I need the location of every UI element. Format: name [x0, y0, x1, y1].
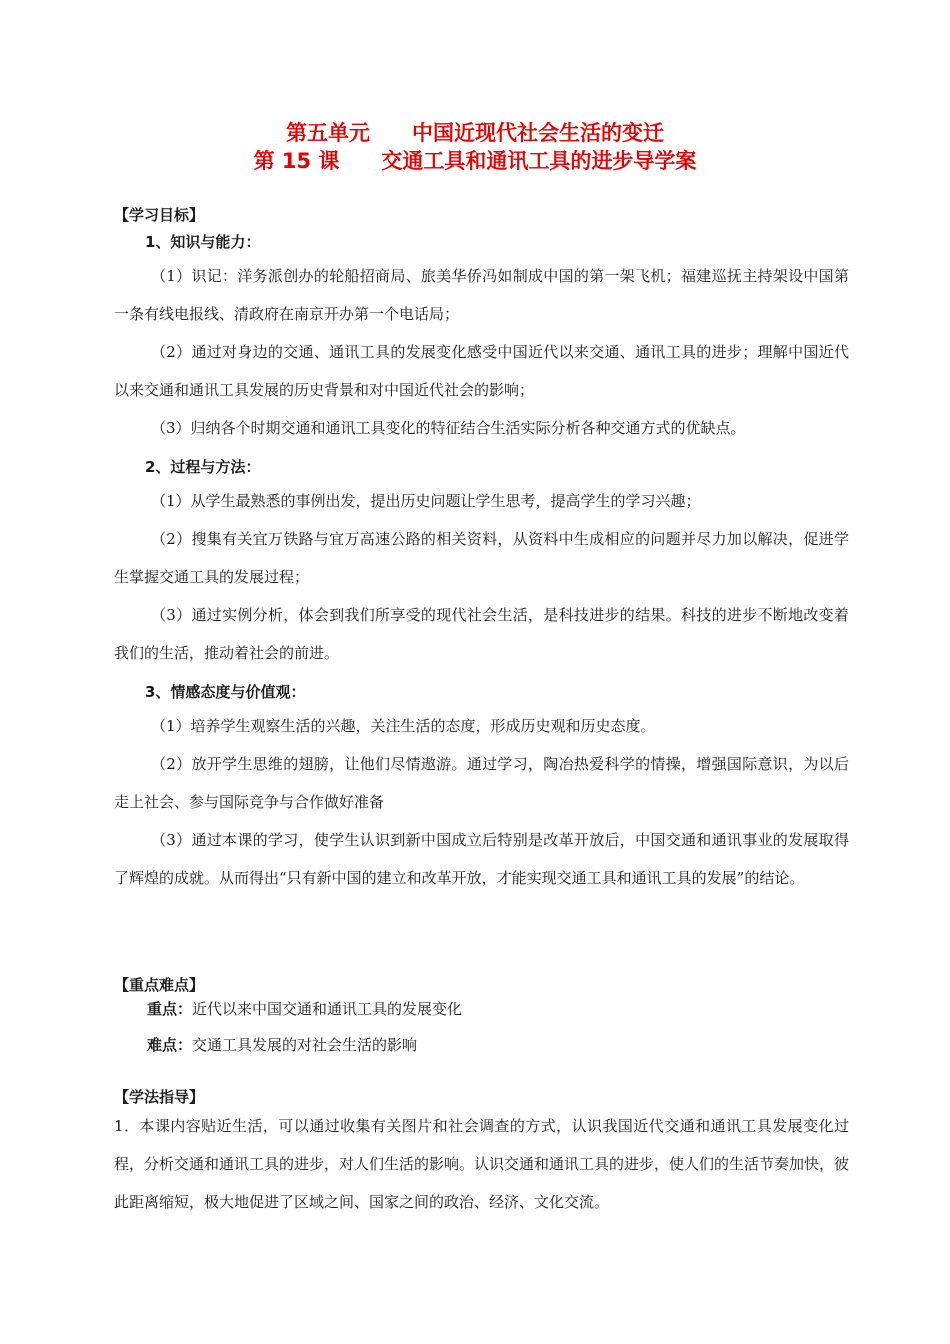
emotion-item: （2）放开学生思维的翅膀，让他们尽情遨游。通过学习，陶冶热爱科学的情操，增强国际意识，为以后走上社会、参与国际竞争与合作做好准备 [114, 755, 849, 811]
lesson-title: 第 15 课 交通工具和通讯工具的进步导学案 [253, 149, 697, 173]
emotion-heading: 3、情感态度与价值观： [145, 683, 306, 701]
keypoints-heading: 【重点难点】 [114, 976, 205, 994]
objectives-heading: 【学习目标】 [114, 206, 205, 224]
method-heading: 【学法指导】 [114, 1088, 205, 1106]
emotion-item: （3）通过本课的学习，使学生认识到新中国成立后特别是改革开放后，中国交通和通讯事业的发展取得了辉煌的成就。从而得出“只有新中国的建立和改革开放，才能实现交通工具和通讯工具的发展”的结论。 [114, 831, 849, 887]
knowledge-item: （1）识记：洋务派创办的轮船招商局、旅美华侨冯如制成中国的第一架飞机；福建巡抚主持架设中国第一条有线电报线、清政府在南京开办第一个电话局； [114, 267, 849, 323]
difficult-point [147, 1034, 417, 1055]
method-item: 1．本课内容贴近生活，可以通过收集有关图片和社会调查的方式，认识我国近代交通和通讯工具发展变化过程，分析交通和通讯工具的进步，对人们生活的影响。认识交通和通讯工具的进步，使人们的生活节奏加快，彼此距离缩短，极大地促进了区域之间、国家之间的政治、经济、文化交流。 [114, 1117, 850, 1211]
knowledge-item: （3）归纳各个时期交通和通讯工具变化的特征结合生活实际分析各种交通方式的优缺点。 [151, 419, 746, 437]
process-item: （2）搜集有关宜万铁路与宜万高速公路的相关资料，从资料中生成相应的问题并尽力加以解决，促进学生掌握交通工具的发展过程； [114, 530, 849, 586]
emotion-item: （1）培养学生观察生活的兴趣，关注生活的态度，形成历史观和历史态度。 [151, 717, 656, 735]
knowledge-heading: 1、知识与能力： [145, 233, 261, 251]
difficult-point-text: 交通工具发展的对社会生活的影响 [192, 1036, 418, 1054]
process-heading: 2、过程与方法： [145, 458, 261, 476]
key-point-label: 重点： [147, 1000, 193, 1018]
key-point [147, 998, 462, 1019]
process-item: （1）从学生最熟悉的事例出发，提出历史问题让学生思考，提高学生的学习兴趣； [151, 492, 701, 510]
difficult-point-label: 难点： [147, 1036, 193, 1054]
knowledge-item: （2）通过对身边的交通、通讯工具的发展变化感受中国近代以来交通、通讯工具的进步；理解中国近代以来交通和通讯工具发展的历史背景和对中国近代社会的影响； [114, 343, 849, 399]
key-point-text: 近代以来中国交通和通讯工具的发展变化 [192, 1000, 463, 1018]
unit-title: 第五单元 中国近现代社会生活的变迁 [286, 121, 664, 145]
process-item: （3）通过实例分析，体会到我们所享受的现代社会生活，是科技进步的结果。科技的进步不断地改变着我们的生活，推动着社会的前进。 [114, 606, 849, 662]
